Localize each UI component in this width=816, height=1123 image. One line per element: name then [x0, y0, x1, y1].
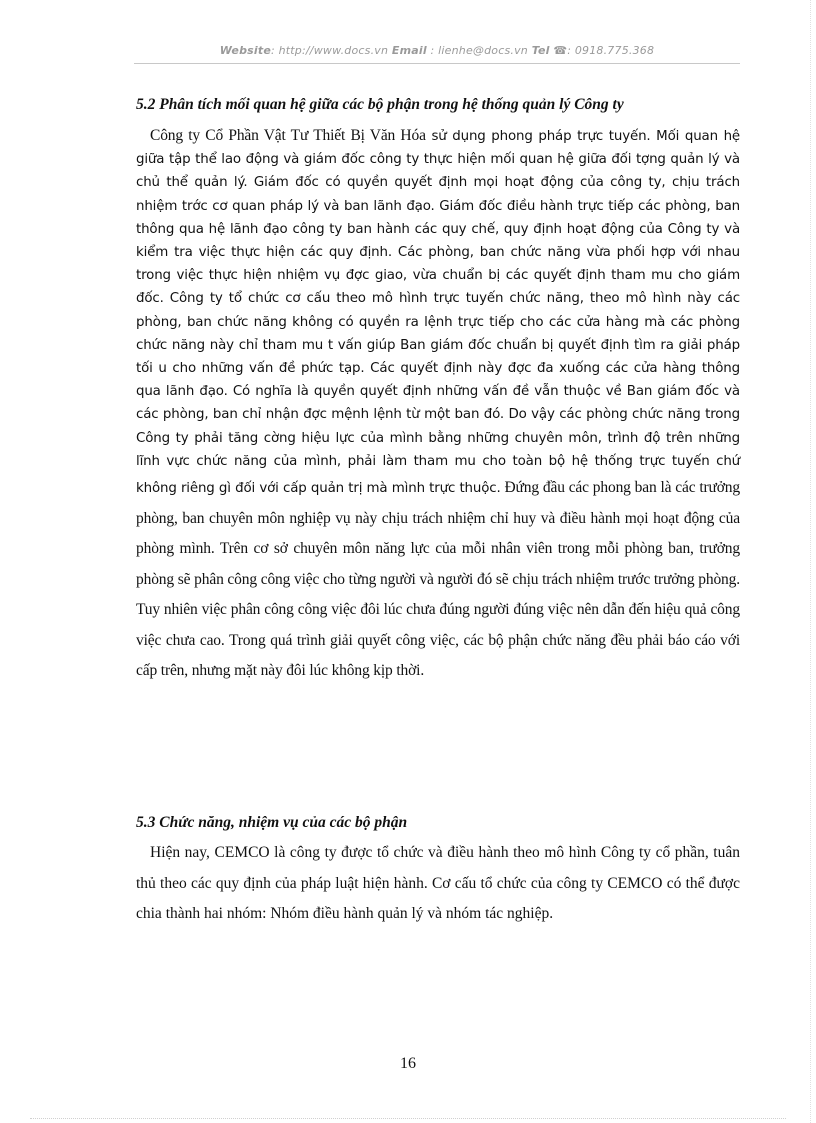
section-heading-5-2: 5.2 Phân tích mối quan hệ giữa các bộ phận trong hệ thống quản lý Công ty — [136, 96, 624, 113]
section-5-3-text: Hiện nay, CEMCO là công ty được tổ chức và điều hành theo mô hình Công ty cổ phần, tuân thủ theo các quy định của pháp luật hiện hành. Cơ cấu tổ chức của công ty CEMCO có thể được chia thành hai nhóm: Nhóm điều hành quản lý và nhóm tác nghiệp. — [136, 844, 740, 922]
email-label: Email — [391, 44, 427, 57]
section-heading-5-3: 5.3 Chức năng, nhiệm vụ của các bộ phận — [136, 814, 408, 831]
footer-divider — [30, 1118, 786, 1119]
page-number: 16 — [400, 1055, 416, 1072]
right-margin-guide — [810, 0, 811, 1123]
header-divider — [134, 63, 740, 64]
paragraph-lead: Công ty Cổ Phần Vật Tư Thiết Bị Văn Hóa — [150, 127, 426, 144]
section-5-3-paragraph — [136, 838, 740, 930]
tel-label: Tel — [531, 44, 550, 57]
email-link[interactable]: : lienhe@docs.vn — [430, 44, 528, 57]
page-header — [134, 44, 740, 57]
website-link[interactable]: : http://www.docs.vn — [271, 44, 389, 57]
paragraph-body-2: Đứng đầu các phong ban là các trưởng phòng, ban chuyên môn nghiệp vụ này chịu trách nhiệm chỉ huy và điều hành mọi hoạt động của phòng mình. Trên cơ sở chuyên môn năng lực của mỗi nhân viên trong mỗi phòng ban, trưởng phòng sẽ phân công công việc cho từng người và người đó sẽ chịu trách nhiệm trước trưởng phòng. Tuy nhiên việc phân công công việc đôi lúc chưa đúng người đúng việc nên dẫn đến hiệu quả công việc chưa cao. Trong quá trình giải quyết công việc, các bộ phận chức năng đều phải báo cáo với cấp trên, nhưng mặt này đôi lúc không kịp thời. — [136, 479, 740, 680]
tel-value: ☎: 0918.775.368 — [553, 44, 655, 57]
paragraph-body-1: sử dụng phong pháp trực tuyến. Mối quan hệ giữa tập thể lao động và giám đốc công ty thực hiện mối quan hệ giữa đối tợng quản lý và chủ thể quản lý. Giám đốc có quyền quyết định mọi hoạt động của công ty, chịu trách nhiệm trớc cơ quan pháp lý và ban lãnh đạo. Giám đốc điều hành trực tiếp các phòng, ban thông qua hệ lãnh đạo công ty ban hành các quy chế, quy định hoạt động của Công ty và kiểm tra việc thực hiện các quy định. Các phòng, ban chức năng vừa phối hợp với nhau trong việc thực hiện nhiệm vụ đợc giao, vừa chuẩn bị các quyết định tham mu cho giám đốc. Công ty tổ chức cơ cấu theo mô hình trực tuyến chức năng, theo mô hình này các phòng, ban chức năng không có quyền ra lệnh trực tiếp cho các cửa hàng mà các phòng chức năng này chỉ tham mu t vấn giúp Ban giám đốc chuẩn bị quyết định tìm ra giải pháp tối u cho những vấn đề phức tạp. Các quyết định này đợc đa xuống các cửa hàng thông qua lãnh đạo. Có nghĩa là quyền quyết định những vấn đề vẫn thuộc về Ban giám đốc và các phòng, ban chỉ nhận đợc mệnh lệnh từ một ban đó. Do vậy các phòng chức năng trong Công ty phải tăng cờng hiệu lực của mình bằng những chuyên môn, trình độ trên những lĩnh vực chức năng của mình, phải làm tham mu cho toàn bộ hệ thống trực tuyến chứ không riêng gì đối với cấp quản trị mà mình trực thuộc. — [136, 129, 740, 497]
section-5-2-paragraph — [136, 124, 740, 687]
website-label: Website — [219, 44, 271, 57]
